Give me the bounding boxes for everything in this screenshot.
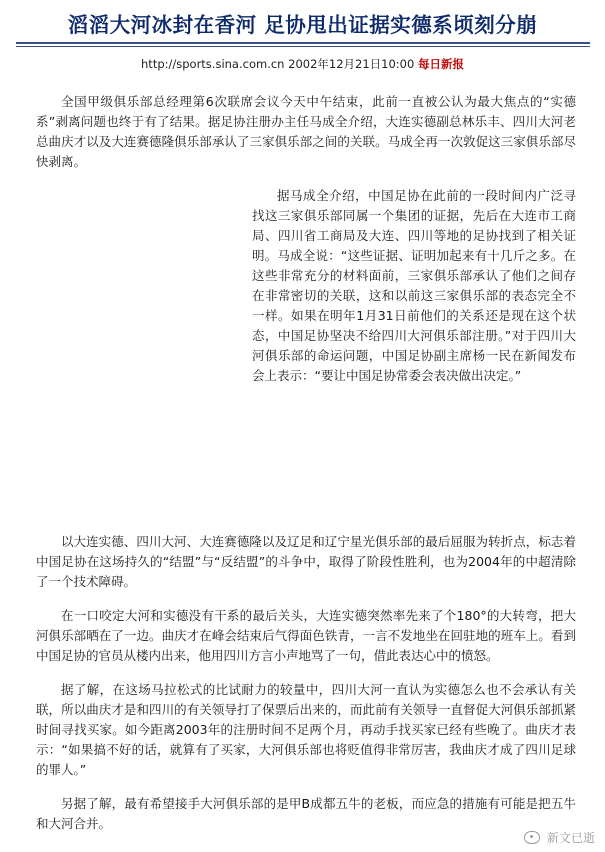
source-line [0,56,605,72]
headline-rule [16,42,590,44]
paragraph-2: 据马成全介绍，中国足协在此前的一段时间内广泛寻找这三家俱乐部同属一个集团的证据，先后在大连市工商局、四川省工商局及大连、四川等地的足协找到了相关证明。马成全说：“这些证据、证明加起来有十几斤之多。在这些非常充分的材料面前，三家俱乐部承认了他们之间存在非常密切的关联，这和以前这三家俱乐部的表态完全不一样。如果在明年1月31日前他们的关系还是现在这个状态，中国足协坚决不给四川大河俱乐部注册。”对于四川大河俱乐部的命运问题，中国足协副主席杨一民在新闻发布会上表示：“要让中国足协常委会表决做出决定。” [252,188,576,383]
watermark [524,829,595,846]
paragraph-1: 全国甲级俱乐部总经理第6次联席会议今天中午结束，此前一直被公认为最大焦点的“实德系”剥离问题也终于有了结果。据足协注册办主任马成全介绍，大连实德副总林乐丰、四川大河老总曲庆才以及大连赛德隆俱乐部承认了三家俱乐部之间的关联。马成全再一次敦促这三家俱乐部尽快剥离。 [36,94,576,169]
article-body [36,92,576,834]
paragraph-4: 在一口咬定大河和实德没有干系的最后关头，大连实德突然率先来了个180°的大转弯，把大河俱乐部晒在了一边。曲庆才在峰会结束后气得面色铁青，一言不发地坐在回驻地的班车上。看到中国足协的官员从楼内出来，他用四川方言小声地骂了一句，借此表达心中的愤怒。 [36,608,576,663]
paragraph-2-block [36,186,576,516]
watermark-text: 新文已逝 [546,831,595,845]
headline: 滔滔大河冰封在香河 足协甩出证据实德系顷刻分崩 [67,13,538,37]
paragraph-6: 另据了解，最有希望接手大河俱乐部的是甲B成都五牛的老板，而应急的措施有可能是把五牛和大河合并。 [36,796,576,831]
publish-date: 2002年12月21日10:00 [288,57,415,71]
headline-rule-thin [16,46,590,47]
weibo-icon [524,831,540,844]
source-url[interactable]: http://sports.sina.com.cn [141,57,285,71]
paper-name[interactable]: 每日新报 [417,57,464,71]
paragraph-3: 以大连实德、四川大河、大连赛德隆以及辽足和辽宁星光俱乐部的最后屈服为转折点，标志着中国足协在这场持久的“结盟”与“反结盟”的斗争中，取得了阶段性胜利，也为2004年的中超清除了一个技术障碍。 [36,534,576,589]
image-placeholder-space [36,186,244,516]
paragraph-5: 据了解，在这场马拉松式的比试耐力的较量中，四川大河一直认为实德怎么也不会承认有关联，所以曲庆才是和四川的有关领导打了保票后出来的，而此前有关领导一直督促大河俱乐部抓紧时间寻找买家。如今距离2003年的注册时间不足两个月，再动手找买家已经有些晚了。曲庆才表示：“如果搞不好的话，就算有了买家，大河俱乐部也将贬值得非常厉害，我曲庆才成了四川足球的罪人。” [36,682,576,777]
